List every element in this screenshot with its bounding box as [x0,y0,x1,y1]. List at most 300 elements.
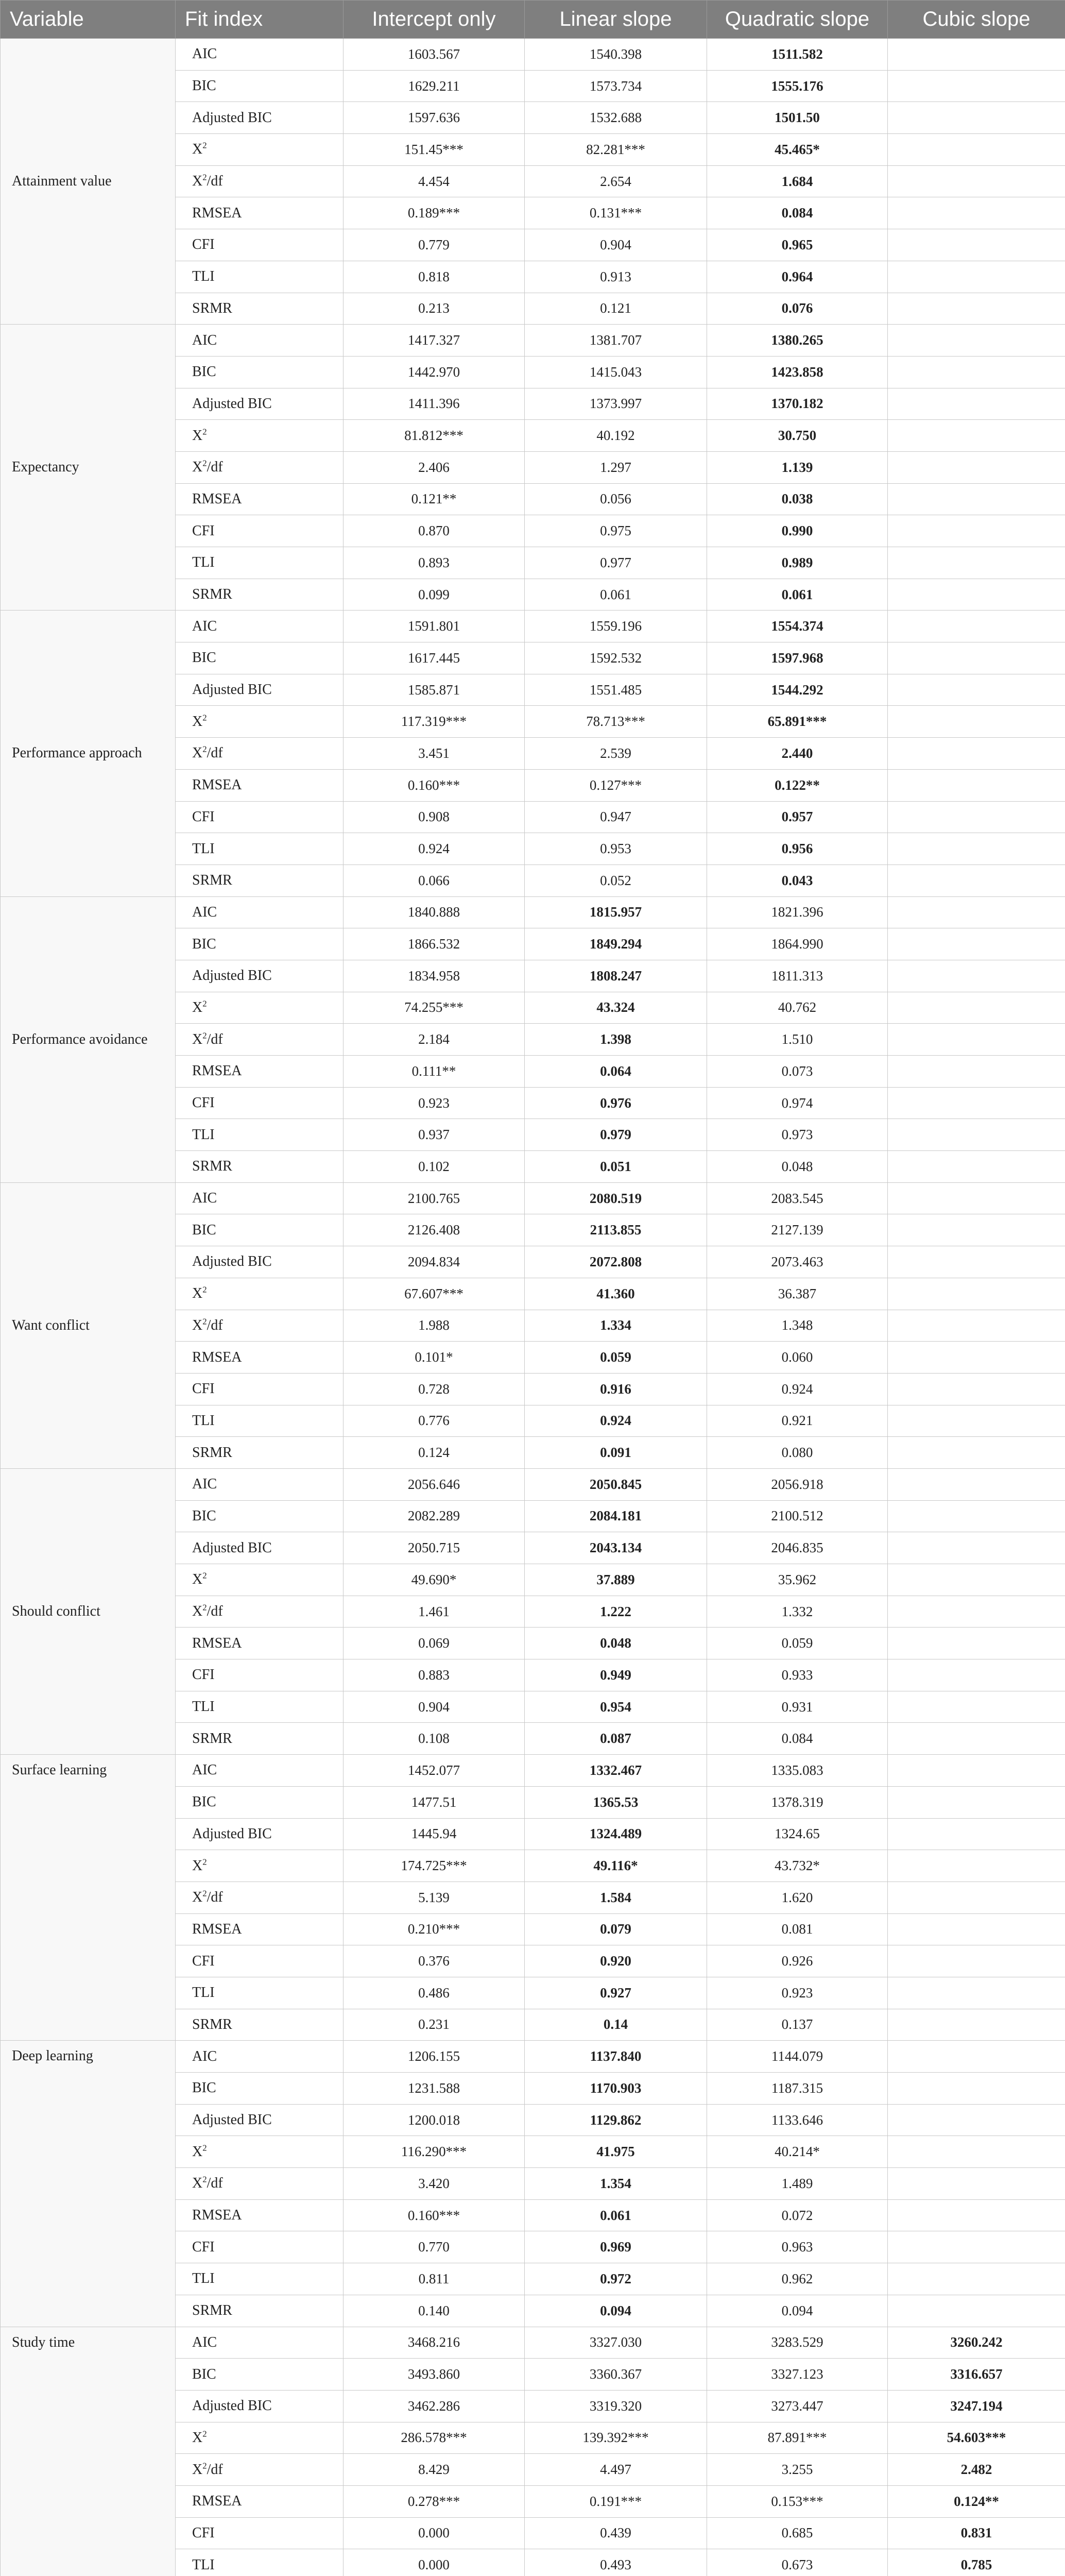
value-cell: 1544.292 [707,674,888,706]
value-cell [888,1437,1065,1469]
value-cell: 1501.50 [707,102,888,134]
value-cell [888,70,1065,102]
value-cell: 0.924 [525,1405,707,1437]
value-cell: 1834.958 [343,960,525,992]
value-cell: 2100.765 [343,1182,525,1214]
value-cell: 3316.657 [888,2359,1065,2391]
fit-index-cell: TLI [176,2549,343,2576]
value-cell: 3462.286 [343,2390,525,2422]
value-cell: 3247.194 [888,2390,1065,2422]
value-cell [888,865,1065,896]
value-cell: 1381.707 [525,325,707,357]
value-cell: 139.392*** [525,2422,707,2454]
value-cell: 0.056 [525,483,707,515]
value-cell [888,102,1065,134]
table-row [1,325,1065,357]
fit-index-cell: TLI [176,833,343,865]
value-cell: 1.510 [707,1024,888,1056]
value-cell: 1.297 [525,451,707,483]
table-row [1,2327,1065,2359]
value-cell: 2056.646 [343,1468,525,1500]
value-cell: 1597.968 [707,642,888,674]
value-cell: 8.429 [343,2454,525,2486]
fit-index-cell: RMSEA [176,769,343,801]
value-cell: 0.964 [707,261,888,293]
value-cell [888,483,1065,515]
value-cell: 2082.289 [343,1500,525,1532]
value-cell [888,1405,1065,1437]
value-cell: 2050.845 [525,1468,707,1500]
value-cell: 0.094 [525,2295,707,2327]
value-cell [888,1024,1065,1056]
value-cell: 0.956 [707,833,888,865]
value-cell: 2094.834 [343,1246,525,1278]
value-cell [888,1882,1065,1913]
value-cell: 0.069 [343,1628,525,1659]
value-cell: 0.923 [343,1087,525,1119]
fit-index-cell: $X^2/df$ [176,1596,343,1628]
value-cell [888,1723,1065,1755]
value-cell: 0.728 [343,1373,525,1405]
value-cell: 1332.467 [525,1755,707,1787]
value-cell: 2113.855 [525,1214,707,1246]
value-cell: 0.101* [343,1342,525,1374]
value-cell: 74.255*** [343,992,525,1024]
value-cell: 0.931 [707,1691,888,1723]
variable-cell: Performance avoidance [1,896,176,1182]
value-cell: 0.051 [525,1151,707,1183]
fit-index-cell: Adjusted BIC [176,1818,343,1850]
value-cell: 81.812*** [343,420,525,452]
fit-index-cell: SRMR [176,1723,343,1755]
fit-index-cell: Adjusted BIC [176,388,343,420]
value-cell [888,2136,1065,2168]
value-cell: 0.278*** [343,2485,525,2517]
value-cell: 4.454 [343,165,525,197]
value-cell: 0.921 [707,1405,888,1437]
value-cell: 1551.485 [525,674,707,706]
fit-index-cell: Adjusted BIC [176,960,343,992]
fit-index-cell: Adjusted BIC [176,2390,343,2422]
value-cell: 43.732* [707,1850,888,1882]
fit-index-cell: $X^2$ [176,2422,343,2454]
value-cell [888,1945,1065,1977]
value-cell: 0.973 [707,1119,888,1151]
value-cell [888,896,1065,928]
value-cell: 1187.315 [707,2073,888,2105]
value-cell [888,547,1065,579]
value-cell [888,261,1065,293]
value-cell: 0.081 [707,1913,888,1945]
value-cell: 3319.320 [525,2390,707,2422]
value-cell [888,769,1065,801]
value-cell: 2050.715 [343,1532,525,1564]
fit-index-cell: AIC [176,1468,343,1500]
value-cell [888,960,1065,992]
value-cell: 0.121 [525,293,707,325]
fit-index-cell: SRMR [176,1151,343,1183]
value-cell: 82.281*** [525,134,707,166]
value-cell: 0.908 [343,801,525,833]
fit-index-cell: $X^2/df$ [176,1310,343,1342]
fit-index-cell: RMSEA [176,483,343,515]
value-cell: 0.210*** [343,1913,525,1945]
value-cell: 1129.862 [525,2104,707,2136]
fit-index-cell: BIC [176,2073,343,2105]
variable-cell: Expectancy [1,325,176,611]
value-cell: 1511.582 [707,39,888,71]
value-cell: 116.290*** [343,2136,525,2168]
value-cell [888,1087,1065,1119]
value-cell [888,738,1065,770]
fit-index-cell: BIC [176,928,343,960]
value-cell: 0.124 [343,1437,525,1469]
value-cell: 0.061 [707,579,888,611]
fit-index-cell: AIC [176,39,343,71]
value-cell: 0.439 [525,2517,707,2549]
value-cell [888,642,1065,674]
value-cell: 0.079 [525,1913,707,1945]
value-cell: 1206.155 [343,2041,525,2073]
value-cell: 36.387 [707,1278,888,1310]
fit-index-cell: SRMR [176,1437,343,1469]
value-cell: 1.461 [343,1596,525,1628]
value-cell: 1445.94 [343,1818,525,1850]
value-cell: 117.319*** [343,706,525,738]
value-cell: 2100.512 [707,1500,888,1532]
value-cell [888,1659,1065,1691]
fit-index-cell: CFI [176,1087,343,1119]
value-cell: 0.102 [343,1151,525,1183]
value-cell [888,1468,1065,1500]
value-cell: 0.14 [525,2009,707,2041]
value-cell: 0.883 [343,1659,525,1691]
fit-index-cell: CFI [176,1945,343,1977]
fit-index-cell: RMSEA [176,197,343,229]
fit-index-cell: BIC [176,1786,343,1818]
value-cell [888,1119,1065,1151]
value-cell: 54.603*** [888,2422,1065,2454]
value-cell: 67.607*** [343,1278,525,1310]
value-cell: 1324.65 [707,1818,888,1850]
value-cell: 1137.840 [525,2041,707,2073]
value-cell: 0.831 [888,2517,1065,2549]
table-row [1,1755,1065,1787]
fit-index-cell: $X^2/df$ [176,1024,343,1056]
value-cell: 1.489 [707,2168,888,2200]
fit-index-cell: TLI [176,2263,343,2295]
value-cell: 0.685 [707,2517,888,2549]
value-cell [888,1278,1065,1310]
value-cell: 1555.176 [707,70,888,102]
value-cell: 1442.970 [343,356,525,388]
value-cell: 0.954 [525,1691,707,1723]
fit-index-cell: $X^2$ [176,420,343,452]
value-cell: 1597.636 [343,102,525,134]
table-row [1,611,1065,642]
value-cell: 0.376 [343,1945,525,1977]
value-cell: 0.140 [343,2295,525,2327]
fit-index-cell: $X^2/df$ [176,2168,343,2200]
fit-index-cell: BIC [176,2359,343,2391]
value-cell [888,1056,1065,1088]
value-cell: 3327.030 [525,2327,707,2359]
value-cell: 1585.871 [343,674,525,706]
fit-index-cell: CFI [176,1659,343,1691]
table-row [1,896,1065,928]
value-cell: 1378.319 [707,1786,888,1818]
value-cell: 1.222 [525,1596,707,1628]
fit-index-cell: Adjusted BIC [176,1532,343,1564]
variable-cell: Study time [1,2327,176,2576]
value-cell: 1324.489 [525,1818,707,1850]
fit-index-cell: $X^2$ [176,2136,343,2168]
value-cell: 1423.858 [707,356,888,388]
fit-index-cell: Adjusted BIC [176,2104,343,2136]
table-header [1,1,1065,39]
value-cell: 1554.374 [707,611,888,642]
value-cell: 37.889 [525,1564,707,1596]
value-cell: 0.904 [525,229,707,261]
value-cell: 2126.408 [343,1214,525,1246]
value-cell: 0.962 [707,2263,888,2295]
value-cell [888,1500,1065,1532]
value-cell [888,2231,1065,2263]
value-cell: 0.231 [343,2009,525,2041]
value-cell: 0.073 [707,1056,888,1088]
value-cell: 40.762 [707,992,888,1024]
value-cell: 1231.588 [343,2073,525,2105]
value-cell: 0.124** [888,2485,1065,2517]
fit-index-cell: RMSEA [176,2485,343,2517]
value-cell: 0.974 [707,1087,888,1119]
fit-index-cell: TLI [176,1977,343,2009]
value-cell: 0.043 [707,865,888,896]
fit-index-cell: AIC [176,2327,343,2359]
value-cell [888,1182,1065,1214]
fit-index-cell: $X^2/df$ [176,738,343,770]
value-cell: 45.465* [707,134,888,166]
value-cell: 1866.532 [343,928,525,960]
value-cell: 174.725*** [343,1850,525,1882]
value-cell [888,2009,1065,2041]
value-cell: 1380.265 [707,325,888,357]
value-cell: 0.920 [525,1945,707,1977]
header-quadratic-slope: Quadratic slope [707,1,888,39]
fit-index-cell: TLI [176,261,343,293]
value-cell: 1592.532 [525,642,707,674]
value-cell: 0.111** [343,1056,525,1088]
fit-index-cell: $X^2$ [176,706,343,738]
fit-index-cell: CFI [176,2517,343,2549]
value-cell: 0.785 [888,2549,1065,2576]
value-cell [888,325,1065,357]
value-cell [888,579,1065,611]
value-cell: 4.497 [525,2454,707,2486]
value-cell: 0.947 [525,801,707,833]
value-cell: 2.406 [343,451,525,483]
value-cell: 0.972 [525,2263,707,2295]
fit-index-cell: AIC [176,325,343,357]
value-cell [888,2041,1065,2073]
value-cell: 2083.545 [707,1182,888,1214]
value-cell: 0.137 [707,2009,888,2041]
value-cell: 0.927 [525,1977,707,2009]
value-cell: 0.160*** [343,769,525,801]
value-cell: 1.398 [525,1024,707,1056]
value-cell: 0.673 [707,2549,888,2576]
value-cell: 0.779 [343,229,525,261]
fit-index-cell: TLI [176,547,343,579]
value-cell: 0.916 [525,1373,707,1405]
value-cell: 0.870 [343,515,525,547]
value-cell: 3493.860 [343,2359,525,2391]
value-cell: 0.913 [525,261,707,293]
value-cell: 2072.808 [525,1246,707,1278]
value-cell [888,1151,1065,1183]
value-cell: 0.926 [707,1945,888,1977]
value-cell: 2127.139 [707,1214,888,1246]
value-cell: 43.324 [525,992,707,1024]
value-cell: 0.965 [707,229,888,261]
value-cell: 2084.181 [525,1500,707,1532]
value-cell: 0.963 [707,2231,888,2263]
value-cell [888,2263,1065,2295]
value-cell: 3273.447 [707,2390,888,2422]
value-cell: 49.690* [343,1564,525,1596]
value-cell: 65.891*** [707,706,888,738]
fit-index-cell: $X^2$ [176,1278,343,1310]
value-cell [888,1786,1065,1818]
value-cell: 0.080 [707,1437,888,1469]
value-cell [888,992,1065,1024]
value-cell: 0.048 [525,1628,707,1659]
value-cell: 0.486 [343,1977,525,2009]
fit-index-cell: SRMR [176,2295,343,2327]
value-cell: 0.493 [525,2549,707,2576]
value-cell: 2056.918 [707,1468,888,1500]
value-cell: 0.072 [707,2199,888,2231]
value-cell: 0.933 [707,1659,888,1691]
value-cell: 0.776 [343,1405,525,1437]
value-cell: 0.038 [707,483,888,515]
fit-index-cell: BIC [176,642,343,674]
value-cell: 2080.519 [525,1182,707,1214]
value-cell: 1373.997 [525,388,707,420]
value-cell: 3.255 [707,2454,888,2486]
value-cell: 0.000 [343,2517,525,2549]
value-cell: 0.160*** [343,2199,525,2231]
table-row [1,1182,1065,1214]
fit-index-cell: $X^2/df$ [176,1882,343,1913]
fit-index-cell: $X^2/df$ [176,2454,343,2486]
value-cell: 0.976 [525,1087,707,1119]
value-cell: 0.924 [707,1373,888,1405]
fit-index-cell: TLI [176,1405,343,1437]
value-cell [888,1596,1065,1628]
fit-index-cell: CFI [176,1373,343,1405]
value-cell [888,928,1065,960]
fit-index-cell: AIC [176,611,343,642]
fit-index-cell: SRMR [176,293,343,325]
value-cell: 0.122** [707,769,888,801]
header-linear-slope: Linear slope [525,1,707,39]
value-cell: 1417.327 [343,325,525,357]
value-cell: 1821.396 [707,896,888,928]
value-cell: 0.076 [707,293,888,325]
value-cell: 1.584 [525,1882,707,1913]
value-cell: 0.818 [343,261,525,293]
fit-index-cell: CFI [176,801,343,833]
value-cell: 3327.123 [707,2359,888,2391]
value-cell: 1.139 [707,451,888,483]
value-cell: 0.923 [707,1977,888,2009]
value-cell: 0.811 [343,2263,525,2295]
value-cell [888,1214,1065,1246]
value-cell: 0.990 [707,515,888,547]
fit-index-cell: BIC [176,1500,343,1532]
header-cubic-slope: Cubic slope [888,1,1065,39]
table-row [1,2041,1065,2073]
value-cell [888,1246,1065,1278]
value-cell [888,165,1065,197]
value-cell: 78.713*** [525,706,707,738]
value-cell [888,197,1065,229]
value-cell: 1573.734 [525,70,707,102]
value-cell: 0.189*** [343,197,525,229]
value-cell [888,1691,1065,1723]
value-cell: 0.048 [707,1151,888,1183]
value-cell: 1415.043 [525,356,707,388]
value-cell: 40.214* [707,2136,888,2168]
fit-index-cell: SRMR [176,2009,343,2041]
value-cell: 1849.294 [525,928,707,960]
fit-index-cell: AIC [176,2041,343,2073]
fit-index-cell: Adjusted BIC [176,1246,343,1278]
value-cell: 0.061 [525,2199,707,2231]
value-cell: 1808.247 [525,960,707,992]
value-cell: 0.191*** [525,2485,707,2517]
value-cell: 0.087 [525,1723,707,1755]
value-cell: 41.360 [525,1278,707,1310]
fit-index-cell: RMSEA [176,2199,343,2231]
fit-index-cell: $X^2$ [176,134,343,166]
value-cell [888,674,1065,706]
value-cell [888,1310,1065,1342]
value-cell: 2.440 [707,738,888,770]
fit-index-cell: RMSEA [176,1913,343,1945]
fit-index-cell: RMSEA [176,1628,343,1659]
value-cell: 1.332 [707,1596,888,1628]
value-cell: 1629.211 [343,70,525,102]
fit-index-cell: AIC [176,896,343,928]
value-cell: 40.192 [525,420,707,452]
value-cell: 1559.196 [525,611,707,642]
value-cell: 0.064 [525,1056,707,1088]
header-row [1,1,1065,39]
fit-index-cell: BIC [176,70,343,102]
fit-index-cell: BIC [176,1214,343,1246]
value-cell: 1591.801 [343,611,525,642]
value-cell: 0.060 [707,1342,888,1374]
fit-index-cell: $X^2/df$ [176,451,343,483]
value-cell: 0.131*** [525,197,707,229]
fit-index-cell: RMSEA [176,1056,343,1088]
value-cell [888,1755,1065,1787]
fit-index-cell: AIC [176,1182,343,1214]
value-cell: 1411.396 [343,388,525,420]
value-cell: 87.891*** [707,2422,888,2454]
